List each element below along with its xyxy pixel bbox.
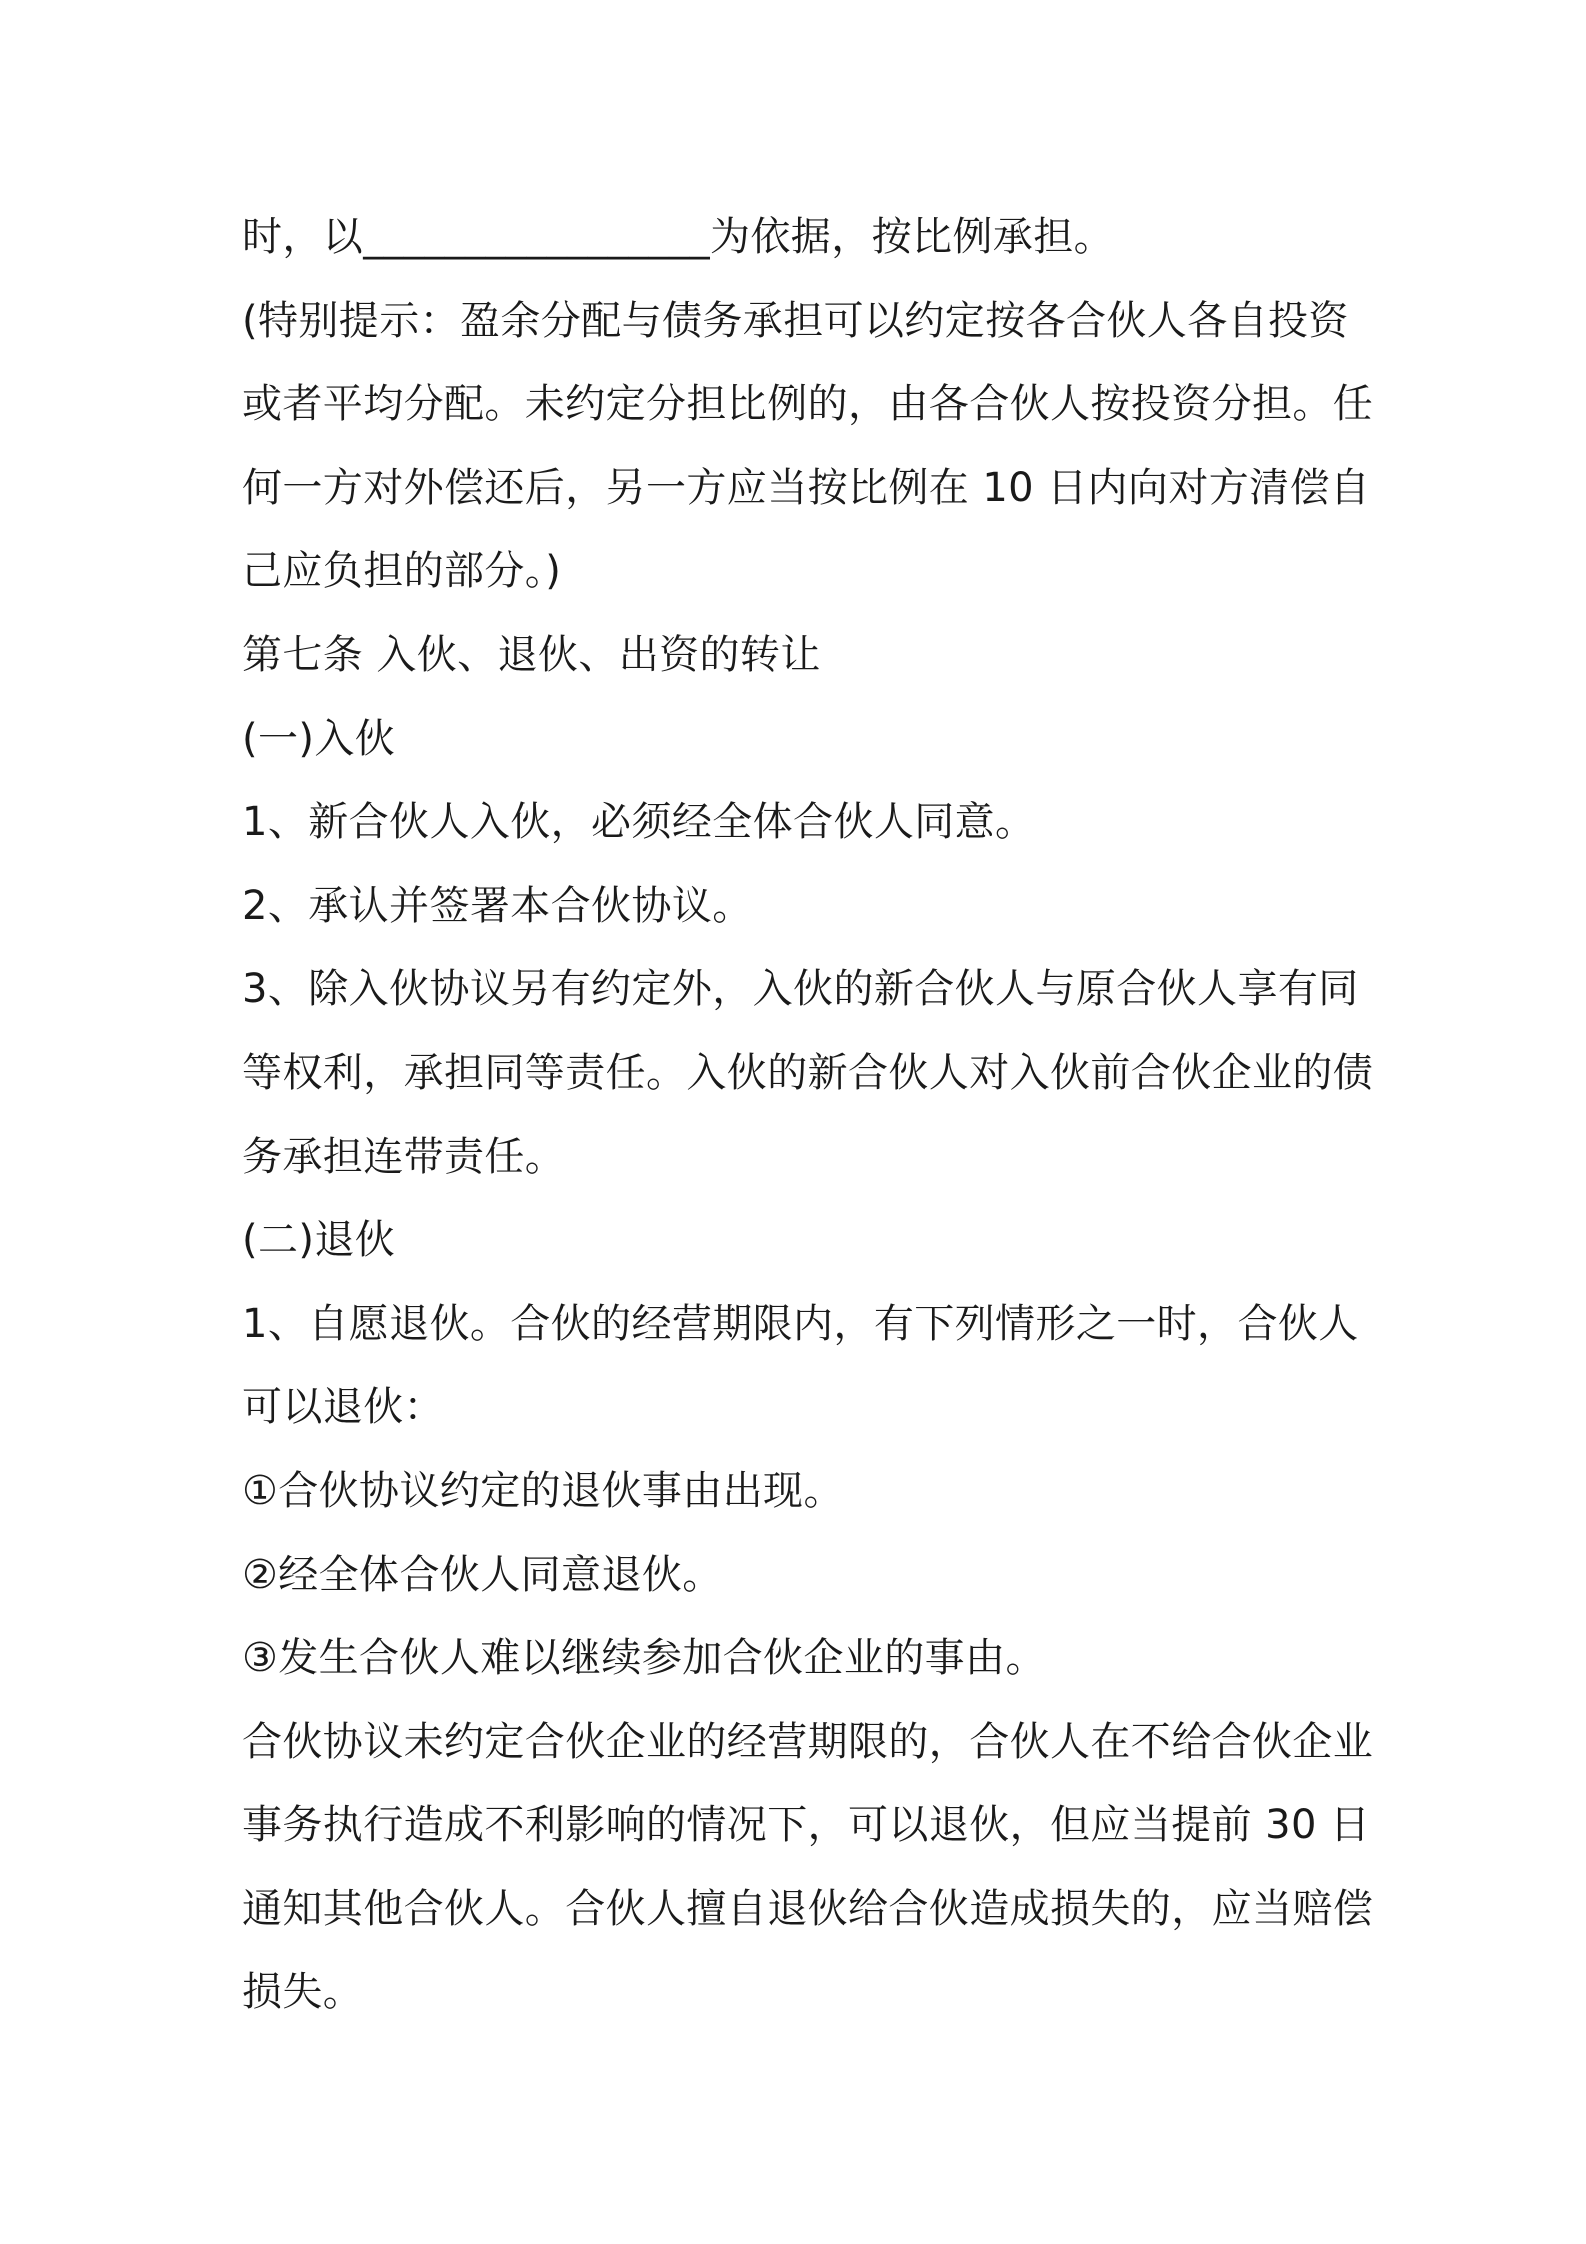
- admission-item: 等权利，承担同等责任。入伙的新合伙人对入伙前合伙企业的债: [242, 1049, 1374, 1096]
- admission-item: 务承担连带责任。: [242, 1133, 566, 1180]
- special-note-line: (特别提示：盈余分配与债务承担可以约定按各合伙人各自投资: [242, 297, 1349, 344]
- paragraph-line: 事务执行造成不利影响的情况下，可以退伙，但应当提前 30 日: [242, 1802, 1371, 1849]
- withdrawal-condition: ①合伙协议约定的退伙事由出现。: [242, 1467, 844, 1514]
- article-heading: 第七条 入伙、退伙、出资的转让: [242, 631, 821, 678]
- document-body: [242, 196, 1374, 2035]
- paragraph-line: 通知其他合伙人。合伙人擅自退伙给合伙造成损失的，应当赔偿: [242, 1885, 1374, 1932]
- text-line: 时，以_________________为依据，按比例承担。: [242, 214, 1114, 260]
- section-heading-withdrawal: (二)退伙: [242, 1217, 396, 1264]
- paragraph-line: 合伙协议未约定合伙企业的经营期限的，合伙人在不给合伙企业: [242, 1718, 1374, 1765]
- admission-item: 3、除入伙协议另有约定外，入伙的新合伙人与原合伙人享有同: [242, 966, 1359, 1013]
- paragraph-line: 损失。: [242, 1969, 364, 2016]
- withdrawal-item: 1、自愿退伙。合伙的经营期限内，有下列情形之一时，合伙人: [242, 1300, 1359, 1347]
- withdrawal-condition: ③发生合伙人难以继续参加合伙企业的事由。: [242, 1635, 1046, 1682]
- withdrawal-condition: ②经全体合伙人同意退伙。: [242, 1551, 723, 1598]
- admission-item: 2、承认并签署本合伙协议。: [242, 882, 753, 929]
- section-heading-admission: (一)入伙: [242, 715, 396, 762]
- special-note-line: 或者平均分配。未约定分担比例的，由各合伙人按投资分担。任: [242, 381, 1374, 428]
- admission-item: 1、新合伙人入伙，必须经全体合伙人同意。: [242, 799, 1036, 846]
- withdrawal-item: 可以退伙：: [242, 1384, 444, 1431]
- special-note-line: 何一方对外偿还后，另一方应当按比例在 10 日内向对方清偿自: [242, 464, 1371, 511]
- special-note-line: 己应负担的部分。): [242, 548, 562, 595]
